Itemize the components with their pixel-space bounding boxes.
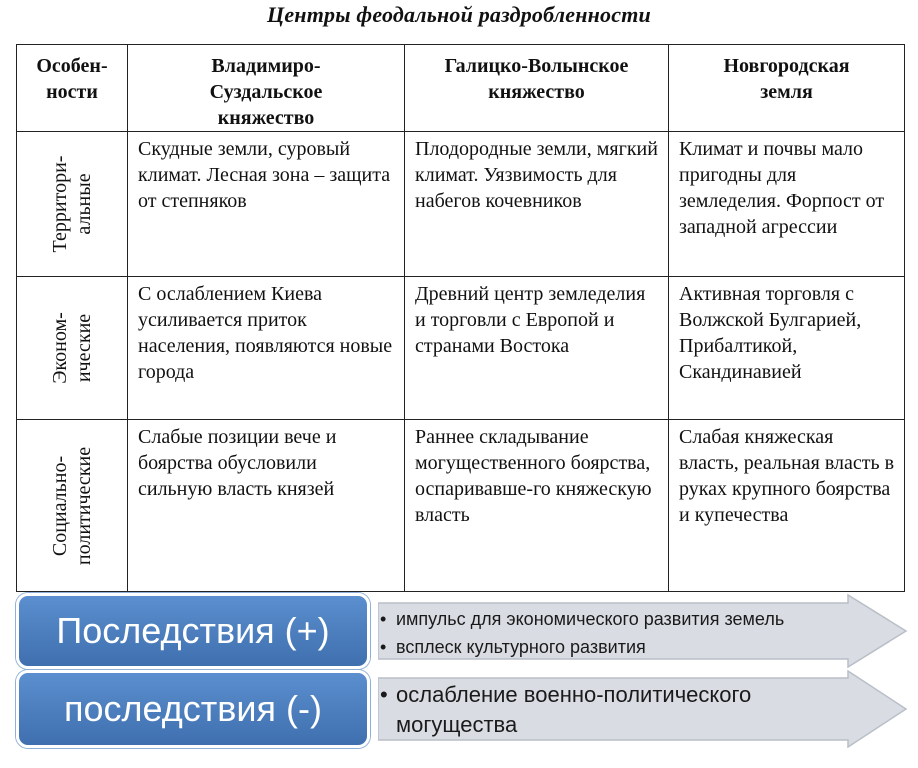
negative-bullets <box>380 680 850 740</box>
header-text-line: Новгородская <box>723 55 850 77</box>
bullet-text: импульс для экономического развития земель <box>396 609 785 629</box>
table-row <box>17 277 905 420</box>
row-label-line: Эконом- <box>49 312 71 384</box>
header-text-line: земля <box>760 81 813 103</box>
consequences-negative <box>16 670 906 748</box>
list-item: • импульс для экономического развития земель <box>380 605 850 633</box>
consequences-positive <box>16 593 906 669</box>
table-cell: Слабые позиции вече и боярства обусловили сильную власть князей <box>128 420 405 592</box>
table-cell: Активная торговля с Волжской Булгарией, Прибалтикой, Скандинавией <box>669 277 905 420</box>
bullet-text: всплеск культурного развития <box>396 637 646 657</box>
table-cell: С ослаблением Киева усиливается приток населения, появляются новые города <box>128 277 405 420</box>
table-cell: Плодородные земли, мягкий климат. Уязвимость для набегов кочевников <box>405 132 669 277</box>
row-label-line: альные <box>73 173 95 235</box>
header-row <box>17 45 905 132</box>
header-text-line: ности <box>46 81 98 103</box>
header-vladimir-suzdal <box>128 45 405 132</box>
list-item: • ослабление военно-политического могущества <box>380 680 850 740</box>
table-cell: Скудные земли, суровый климат. Лесная зона – защита от степняков <box>128 132 405 277</box>
table-row <box>17 420 905 592</box>
header-text-line: княжество <box>488 81 585 103</box>
header-feature <box>17 45 128 132</box>
table-row <box>17 132 905 277</box>
table-cell: Раннее складывание могущественного боярства, оспаривавше-го княжескую власть <box>405 420 669 592</box>
positive-consequences-badge: Последствия (+) <box>16 593 370 669</box>
negative-consequences-badge: последствия (-) <box>16 670 370 748</box>
header-text-line: Особен- <box>36 55 108 77</box>
header-galicia-volhynia <box>405 45 669 132</box>
table-cell: Слабая княжеская власть, реальная власть в руках крупного боярства и купечества <box>669 420 905 592</box>
row-label-line: политические <box>73 446 95 565</box>
header-novgorod <box>669 45 905 132</box>
header-text-line: княжество <box>217 107 315 129</box>
comparison-table <box>16 44 905 592</box>
row-label-line: Социально- <box>49 455 71 556</box>
row-label-socio-political <box>17 420 128 592</box>
list-item: • всплеск культурного развития <box>380 633 850 661</box>
row-label-line: Территори- <box>49 155 71 253</box>
positive-bullets <box>380 605 850 661</box>
header-text-line: Владимиро- <box>211 55 321 77</box>
header-text-line: Галицко-Волынское <box>444 55 629 77</box>
table-cell: Климат и почвы мало пригодны для земледелия. Форпост от западной агрессии <box>669 132 905 277</box>
row-label-economic <box>17 277 128 420</box>
header-text-line: Суздальское <box>209 81 323 103</box>
row-label-territorial <box>17 132 128 277</box>
row-label-line: ические <box>73 313 95 383</box>
table-cell: Древний центр земледелия и торговли с Европой и странами Востока <box>405 277 669 420</box>
bullet-text: ослабление военно-политического могущества <box>396 682 752 737</box>
page-title: Центры феодальной раздробленности <box>267 2 651 27</box>
